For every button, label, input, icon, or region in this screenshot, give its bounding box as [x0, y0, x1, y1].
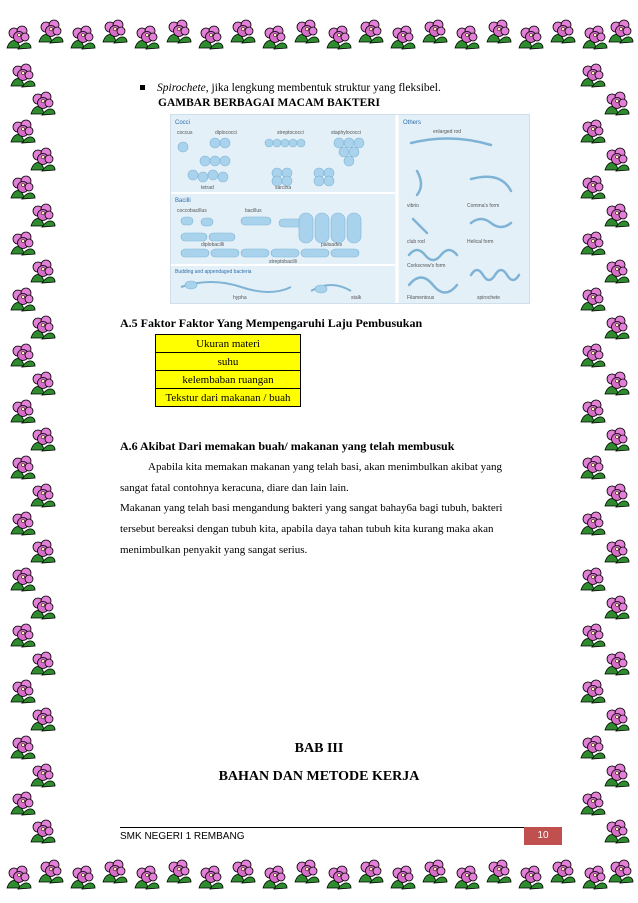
figure-label: Cocci [175, 120, 191, 126]
table-cell: kelembaban ruangan [156, 371, 301, 389]
page-number: 10 [524, 827, 562, 845]
paragraph-line: menimbulkan penyakit yang sangat serius. [120, 544, 308, 556]
figure-label: palisades [321, 242, 343, 248]
figure-label: diplococci [215, 130, 237, 136]
figure-label: club rod [407, 239, 425, 245]
figure-label: coccus [177, 130, 193, 136]
table-cell: suhu [156, 353, 301, 371]
bullet-term: Spirochete [157, 82, 206, 94]
bullet-text: , jika lengkung membentuk struktur yang fleksibel. [205, 82, 441, 94]
figure-label: spirochete [477, 295, 501, 301]
figure-label: Corkscrew's form [407, 263, 446, 269]
paragraph-line: sangat fatal contohnya keracuna, diare dan lain lain. [120, 482, 349, 494]
table-row [156, 335, 301, 353]
table-row [156, 371, 301, 389]
figure-label: streptococci [277, 130, 304, 136]
figure-label: streptobacilli [269, 259, 297, 265]
paragraph-line: tersebut bereaksi dengan tubuh kita, apabila daya tahan tubuh kita kurang maka akan [120, 523, 494, 535]
footer-divider [120, 827, 560, 828]
figure-label: Bacilli [175, 198, 191, 204]
figure-label: stalk [351, 295, 362, 301]
figure-label: hypha [233, 295, 247, 301]
figure-label: bacillus [245, 208, 262, 214]
figure-label: staphylococci [331, 130, 362, 136]
section-heading-a5: A.5 Faktor Faktor Yang Mempengaruhi Laju Pembusukan [120, 316, 423, 330]
figure-label: Others [403, 120, 422, 126]
footer-school: SMK NEGERI 1 REMBANG [120, 831, 245, 842]
chapter-title: BAHAN DAN METODE KERJA [218, 769, 420, 784]
bacteria-illustration [171, 115, 529, 303]
paragraph-line: Apabila kita memakan makanan yang telah basi, akan menimbulkan akibat yang [148, 461, 503, 473]
bacteria-figure [170, 114, 530, 304]
figure-label: Helical form [467, 239, 494, 245]
factors-table [155, 334, 301, 407]
table-row [156, 389, 301, 407]
paragraph-line: Makanan yang telah basi mengandung bakteri yang sangat bahay6a bagi tubuh, bakteri [120, 502, 503, 514]
figure-caption: GAMBAR BERBAGAI MACAM BAKTERI [158, 97, 381, 109]
figure-label: Comma's form [467, 203, 500, 209]
figure-label: coccobacillus [177, 208, 207, 214]
chapter-number: BAB III [294, 741, 344, 756]
bullet-icon [140, 85, 145, 90]
figure-label: vibrio [407, 203, 419, 209]
figure-label: tetrad [201, 185, 214, 191]
figure-label: enlarged rod [433, 129, 462, 135]
table-row [156, 353, 301, 371]
bullet-item-spirochete [140, 82, 441, 94]
figure-label: Filamentous [407, 295, 435, 301]
table-cell: Ukuran materi [156, 335, 301, 353]
figure-label: Budding and appendaged bacteria [175, 269, 252, 275]
section-heading-a6: A.6 Akibat Dari memakan buah/ makanan yang telah membusuk [120, 439, 455, 453]
table-cell: Tekstur dari makanan / buah [156, 389, 301, 407]
figure-label: diplobacilli [201, 242, 225, 248]
figure-label: sarcina [275, 185, 292, 191]
